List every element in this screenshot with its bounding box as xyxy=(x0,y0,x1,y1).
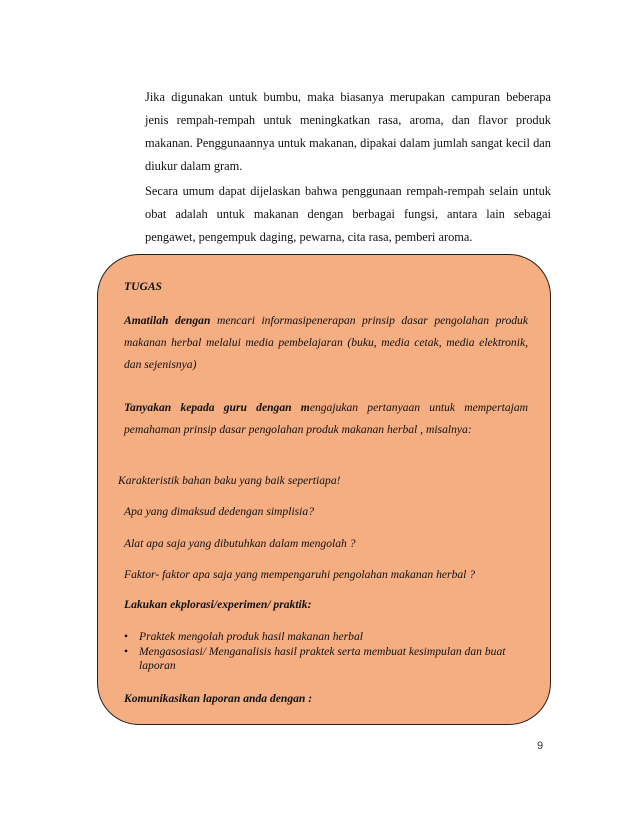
question-item: Karakteristik bahan baku yang baik sepertiapa! xyxy=(118,474,341,487)
page-number: 9 xyxy=(537,740,544,752)
explore-heading: Lakukan ekplorasi/experimen/ praktik: xyxy=(124,598,312,611)
paragraph-spice-functions: Secara umum dapat dijelaskan bahwa penggunaan rempah-rempah selain untuk obat adalah untuk makanan dengan berbagai fungsi, antara lain sebagai pengawet, pengempuk daging, pewarna, cita rasa, pemberi aroma. xyxy=(145,184,551,244)
task-ask xyxy=(124,397,528,441)
communicate-heading: Komunikasikan laporan anda dengan : xyxy=(124,692,313,705)
task-ask-text: engajukan pertanyaan untuk mempertajam pemahaman prinsip dasar pengolahan produk makanan herbal , misalnya: xyxy=(124,401,529,436)
task-ask-lead: Tanyakan kepada guru dengan m xyxy=(124,401,310,414)
task-observe-lead: Amatilah dengan xyxy=(124,314,211,327)
question-item: Faktor- faktor apa saja yang mempengaruhi pengolahan makanan herbal ? xyxy=(124,568,476,581)
practice-list xyxy=(124,630,528,674)
task-observe xyxy=(124,310,528,376)
task-title: TUGAS xyxy=(124,280,163,293)
task-observe-text: mencari informasipenerapan prinsip dasar pengolahan produk makanan herbal melalui media pembelajaran (buku, media cetak, media elektronik, dan sejenisnya) xyxy=(124,314,528,371)
question-item: Apa yang dimaksud dedengan simplisia? xyxy=(124,505,314,518)
list-item: • Mengasosiasi/ Menganalisis hasil praktek serta membuat kesimpulan dan buat laporan xyxy=(124,645,528,673)
paragraph-seasoning: Jika digunakan untuk bumbu, maka biasanya merupakan campuran beberapa jenis rempah-rempah untuk meningkatkan rasa, aroma, dan flavor produk makanan. Penggunaannya untuk makanan, dipakai dalam jumlah sangat kecil dan diukur dalam gram. xyxy=(145,90,551,173)
question-item: Alat apa saja yang dibutuhkan dalam mengolah ? xyxy=(124,537,356,550)
list-item: • Praktek mengolah produk hasil makanan herbal xyxy=(124,630,528,644)
